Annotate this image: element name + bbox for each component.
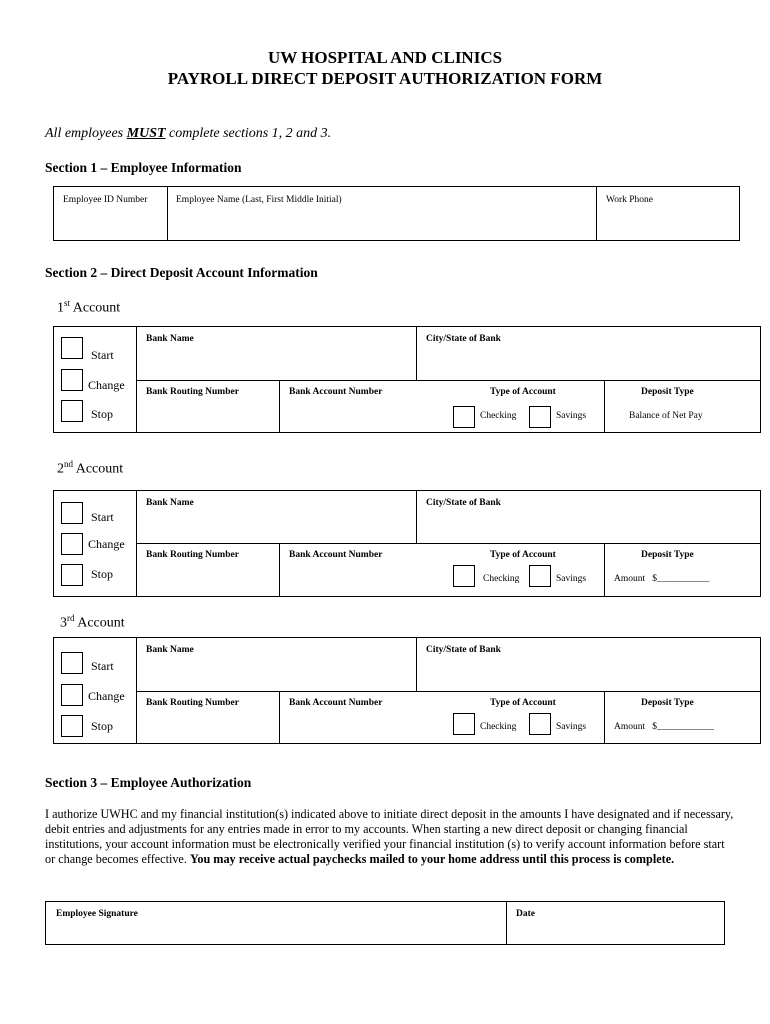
account1-start-label: Start bbox=[91, 348, 114, 362]
account1-checking-label: Checking bbox=[480, 411, 517, 421]
account3-deposit-type-label: Deposit Type bbox=[641, 698, 694, 708]
account2-change-label: Change bbox=[88, 537, 125, 551]
employee-name-field[interactable] bbox=[168, 187, 596, 240]
account3-checking-checkbox[interactable] bbox=[453, 713, 475, 735]
account3-stop-checkbox[interactable] bbox=[61, 715, 83, 737]
account3-heading: 3rd Account bbox=[60, 613, 125, 631]
account1-deposit-value: Balance of Net Pay bbox=[629, 411, 703, 421]
account2-savings-checkbox[interactable] bbox=[529, 565, 551, 587]
must-emphasis: MUST bbox=[126, 126, 166, 141]
account3-account-number-label: Bank Account Number bbox=[289, 698, 383, 708]
account2-checking-checkbox[interactable] bbox=[453, 565, 475, 587]
account1-stop-label: Stop bbox=[91, 407, 114, 421]
account3-type-label: Type of Account bbox=[490, 698, 556, 708]
date-field[interactable] bbox=[507, 902, 724, 944]
employee-id-field[interactable] bbox=[54, 187, 167, 240]
account1-start-checkbox[interactable] bbox=[61, 337, 83, 359]
intro-text: All employees MUST complete sections 1, 2 and 3. bbox=[45, 126, 332, 141]
account2-start-label: Start bbox=[91, 510, 114, 524]
account2-deposit-amount-field[interactable]: Amount $___________ bbox=[614, 574, 710, 584]
account2-city-state-label: City/State of Bank bbox=[426, 498, 501, 508]
account2-bank-name-label: Bank Name bbox=[146, 498, 194, 508]
account1-savings-checkbox[interactable] bbox=[529, 406, 551, 428]
section3-heading: Section 3 – Employee Authorization bbox=[45, 775, 252, 790]
account1-account-number-label: Bank Account Number bbox=[289, 387, 383, 397]
account3-bank-name-label: Bank Name bbox=[146, 645, 194, 655]
account2-deposit-type-label: Deposit Type bbox=[641, 550, 694, 560]
account1-heading: 1st Account bbox=[57, 298, 121, 316]
form-title-line1: UW HOSPITAL AND CLINICS bbox=[267, 48, 503, 67]
authorization-paragraph: I authorize UWHC and my financial institution(s) indicated above to initiate direct deposit in the amounts I have designated and if necessary, debit entries and adjustments for any entries made in error to my accounts. When starting a new direct deposit or changing financial institutions, your account information must be electronically verified your financial institution (s) to verify account information before start or change becomes effective. You may receive actual paychecks mailed to your home address until this process is complete. bbox=[45, 807, 734, 866]
employee-signature-label: Employee Signature bbox=[56, 909, 138, 919]
form-title-line2: PAYROLL DIRECT DEPOSIT AUTHORIZATION FORM bbox=[167, 69, 603, 88]
account3-change-checkbox[interactable] bbox=[61, 684, 83, 706]
work-phone-field[interactable] bbox=[597, 187, 739, 240]
signature-table bbox=[45, 901, 725, 945]
date-label: Date bbox=[516, 909, 535, 919]
account3-savings-label: Savings bbox=[556, 722, 587, 732]
account1-routing-label: Bank Routing Number bbox=[146, 387, 239, 397]
account1-savings-label: Savings bbox=[556, 411, 587, 421]
account2-checking-label: Checking bbox=[483, 574, 520, 584]
employee-signature-field[interactable] bbox=[46, 902, 506, 944]
account1-checking-checkbox[interactable] bbox=[453, 406, 475, 428]
employee-info-table bbox=[53, 186, 740, 241]
account2-stop-label: Stop bbox=[91, 567, 114, 581]
account2-type-label: Type of Account bbox=[490, 550, 556, 560]
work-phone-label: Work Phone bbox=[606, 195, 653, 205]
account2-savings-label: Savings bbox=[556, 574, 587, 584]
account1-type-label: Type of Account bbox=[490, 387, 556, 397]
account3-start-checkbox[interactable] bbox=[61, 652, 83, 674]
account2-routing-label: Bank Routing Number bbox=[146, 550, 239, 560]
account3-stop-label: Stop bbox=[91, 719, 114, 733]
employee-name-label: Employee Name (Last, First Middle Initial) bbox=[176, 195, 342, 205]
account3-savings-checkbox[interactable] bbox=[529, 713, 551, 735]
section1-heading: Section 1 – Employee Information bbox=[45, 160, 242, 175]
account1-stop-checkbox[interactable] bbox=[61, 400, 83, 422]
account2-account-number-label: Bank Account Number bbox=[289, 550, 383, 560]
account2-start-checkbox[interactable] bbox=[61, 502, 83, 524]
account3-table bbox=[53, 637, 761, 744]
account2-heading: 2nd Account bbox=[57, 459, 124, 477]
account2-table bbox=[53, 490, 761, 597]
account1-change-label: Change bbox=[88, 378, 125, 392]
account3-start-label: Start bbox=[91, 659, 114, 673]
account3-deposit-amount-field[interactable]: Amount $____________ bbox=[614, 722, 715, 732]
account1-deposit-type-label: Deposit Type bbox=[641, 387, 694, 397]
account2-change-checkbox[interactable] bbox=[61, 533, 83, 555]
account1-table bbox=[53, 326, 761, 433]
account3-routing-label: Bank Routing Number bbox=[146, 698, 239, 708]
account2-stop-checkbox[interactable] bbox=[61, 564, 83, 586]
account3-checking-label: Checking bbox=[480, 722, 517, 732]
account3-change-label: Change bbox=[88, 689, 125, 703]
account1-bank-name-label: Bank Name bbox=[146, 334, 194, 344]
account3-city-state-label: City/State of Bank bbox=[426, 645, 501, 655]
section2-heading: Section 2 – Direct Deposit Account Information bbox=[45, 265, 318, 280]
employee-id-label: Employee ID Number bbox=[63, 195, 148, 205]
account1-change-checkbox[interactable] bbox=[61, 369, 83, 391]
account1-city-state-label: City/State of Bank bbox=[426, 334, 501, 344]
